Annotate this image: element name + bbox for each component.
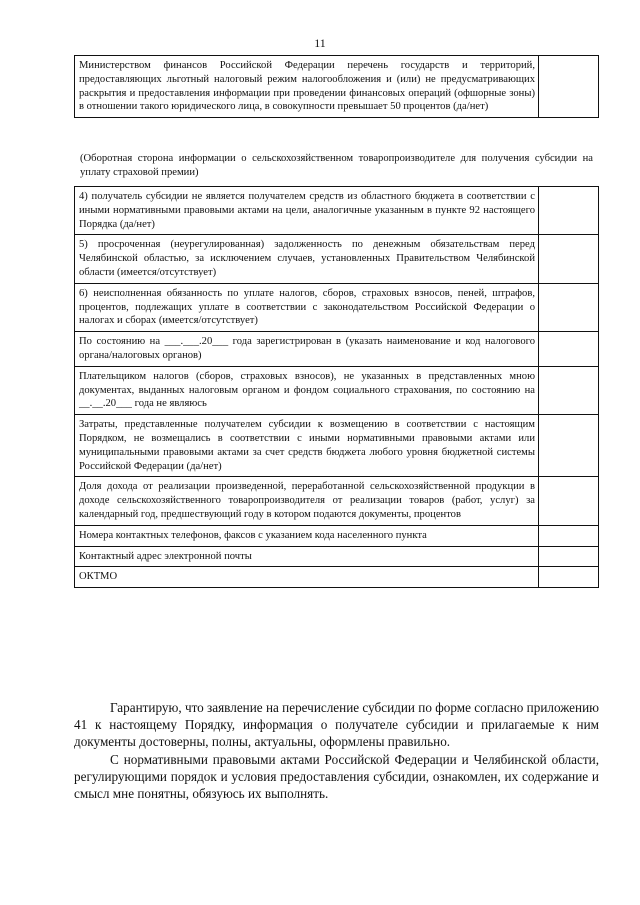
answer-cell[interactable] [539, 235, 599, 283]
table-row [75, 187, 599, 235]
question-cell: Доля дохода от реализации произведенной, переработанной сельскохозяйственной продукции в доходе сельскохозяйственного товаропроизводителя от реализации товаров (работ, услуг) за календарный год, предшествующий году в котором подаются документы, процентов [75, 477, 539, 525]
table-row [75, 477, 599, 525]
question-cell: 5) просроченная (неурегулированная) задолженность по денежным обязательствам перед Челябинской областью, за исключением случаев, установленных Правительством Челябинской области (имеется/отсутствует) [75, 235, 539, 283]
closing-statement [74, 699, 599, 802]
question-cell: Плательщиком налогов (сборов, страховых взносов), не указанных в представленных мною документах, выданных налоговым органом и фондом социального страхования, по состоянию на __.__.20___ года не являюсь [75, 366, 539, 414]
table-row [75, 56, 599, 118]
answer-cell[interactable] [539, 415, 599, 477]
table-row [75, 283, 599, 331]
question-cell: Контактный адрес электронной почты [75, 546, 539, 567]
table-row [75, 415, 599, 477]
table-row [75, 332, 599, 367]
form-table-top [74, 55, 599, 118]
question-cell: 4) получатель субсидии не является получателем средств из областного бюджета в соответствии с иными нормативными правовыми актами на цели, аналогичные указанным в пункте 92 настоящего Порядка (да/нет) [75, 187, 539, 235]
table-row [75, 366, 599, 414]
page-number: 11 [314, 36, 326, 50]
acknowledgement-paragraph: С нормативными правовыми актами Российской Федерации и Челябинской области, регулирующими порядок и условия предоставления субсидии, ознакомлен, их содержание и смысл мне понятны, обязуюсь их выполнять. [74, 751, 599, 802]
question-cell: 6) неисполненная обязанность по уплате налогов, сборов, страховых взносов, пеней, штрафов, процентов, подлежащих уплате в соответствии с законодательством Российской Федерации о налогах и сборах (имеется/отсутствует) [75, 283, 539, 331]
answer-cell[interactable] [539, 56, 599, 118]
answer-cell[interactable] [539, 567, 599, 588]
question-cell: Министерством финансов Российской Федерации перечень государств и территорий, предоставляющих льготный налоговый режим налогообложения и (или) не предусматривающих раскрытия и предоставления информации при проведении финансовых операций (офшорные зоны) в отношении такого юридического лица, в совокупности превышает 50 процентов (да/нет) [75, 56, 539, 118]
answer-cell[interactable] [539, 525, 599, 546]
question-cell: Затраты, представленные получателем субсидии к возмещению в соответствии с настоящим Порядком, не возмещались в соответствии с иными нормативными правовыми актами или муниципальными правовыми актами за счет средств бюджета любого уровня бюджетной системы Российской Федерации (да/нет) [75, 415, 539, 477]
form-table-bottom [74, 186, 599, 588]
answer-cell[interactable] [539, 366, 599, 414]
reverse-side-note: (Оборотная сторона информации о сельскохозяйственном товаропроизводителе для получения субсидии на уплату страховой премии) [80, 153, 593, 178]
question-cell: ОКТМО [75, 567, 539, 588]
guarantee-paragraph: Гарантирую, что заявление на перечисление субсидии по форме согласно приложению 41 к настоящему Порядку, информация о получателе субсидии и прилагаемые к ним документы достоверны, полны, актуальны, оформлены правильно. [74, 700, 599, 750]
table-row [75, 235, 599, 283]
table-row [75, 546, 599, 567]
answer-cell[interactable] [539, 477, 599, 525]
answer-cell[interactable] [539, 283, 599, 331]
answer-cell[interactable] [539, 546, 599, 567]
answer-cell[interactable] [539, 187, 599, 235]
question-cell: По состоянию на ___.___.20___ года зарегистрирован в (указать наименование и код налогового органа/налоговых органов) [75, 332, 539, 367]
table-row [75, 567, 599, 588]
table-row [75, 525, 599, 546]
answer-cell[interactable] [539, 332, 599, 367]
question-cell: Номера контактных телефонов, факсов с указанием кода населенного пункта [75, 525, 539, 546]
